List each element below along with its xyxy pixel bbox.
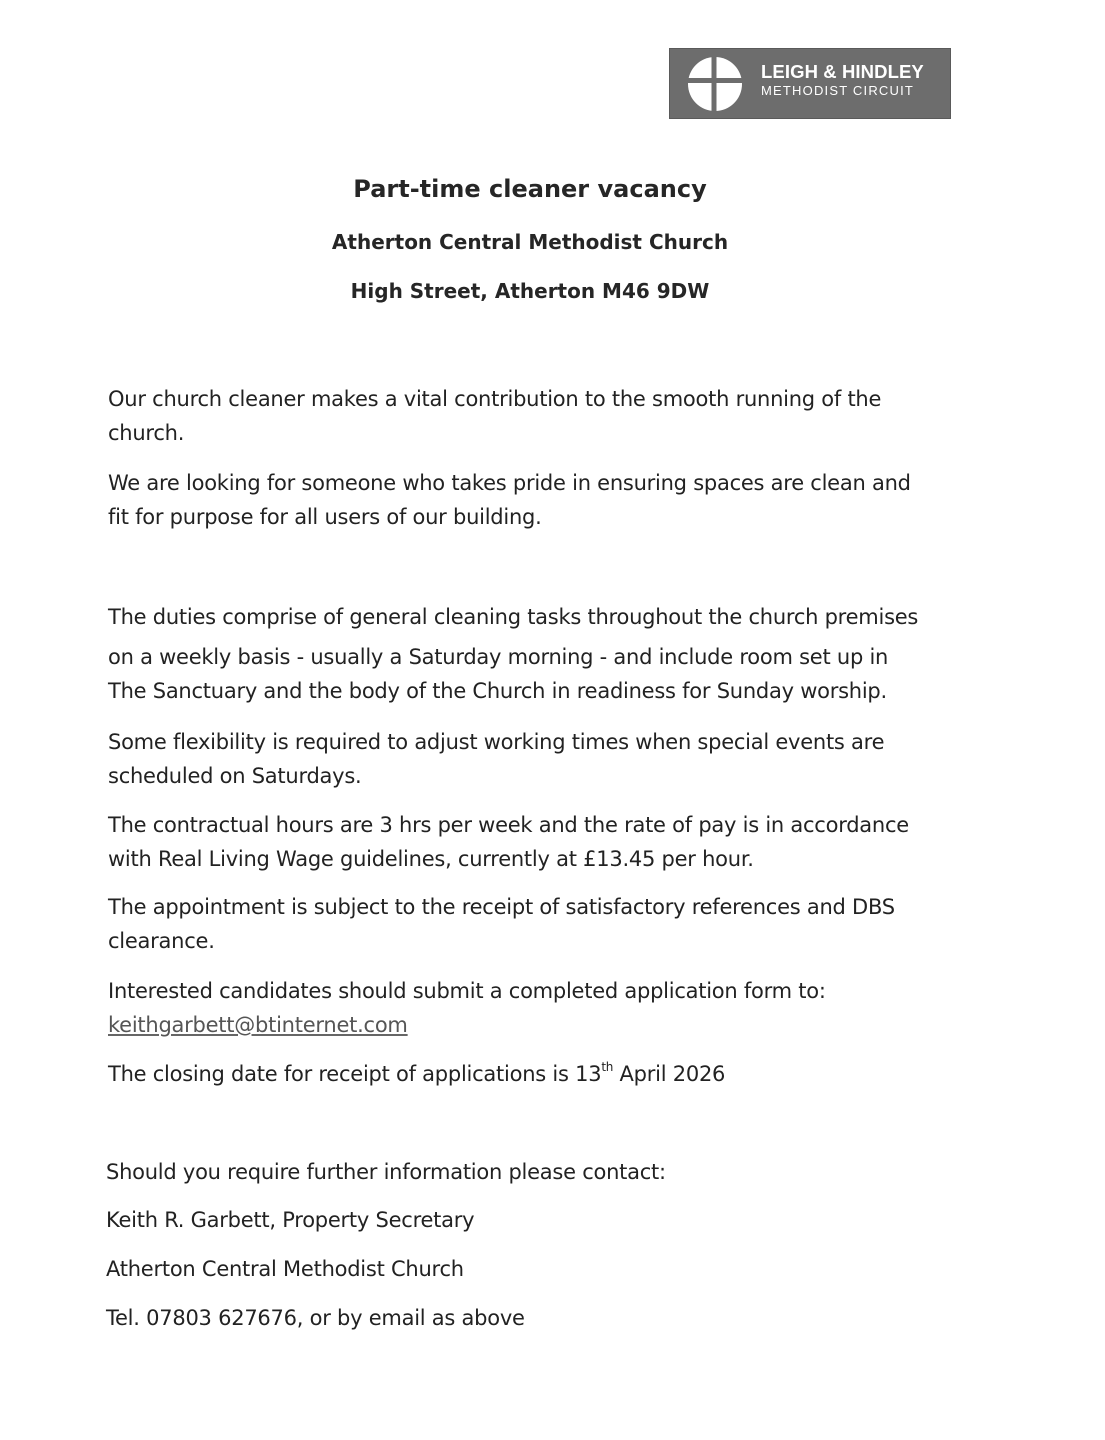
paragraph-duties: The duties comprise of general cleaning tasks throughout the church premises on a weekly basis - usually a Saturday morning - and include room set up in The Sanctuary and the body of the Church in readiness for Sunday worship. [108, 605, 919, 703]
email-link[interactable]: keithgarbett@btinternet.com [108, 1013, 408, 1037]
page-title: Part-time cleaner vacancy [353, 175, 707, 203]
contact-name: Keith R. Garbett, Property Secretary [106, 1208, 475, 1232]
contact-telephone: Tel. 07803 627676, or by email as above [106, 1306, 525, 1330]
paragraph-apply: Interested candidates should submit a completed application form to: keithgarbett@btinternet.com [108, 974, 826, 1042]
paragraph-hours-pay: The contractual hours are 3 hrs per week and the rate of pay is in accordance with Real Living Wage guidelines, currently at £13.45 per hour. [108, 813, 909, 871]
paragraph-looking-for: We are looking for someone who takes pride in ensuring spaces are clean and fit for purpose for all users of our building. [108, 471, 911, 529]
logo-title: LEIGH & HINDLEY [761, 61, 924, 82]
contact-intro: Should you require further information please contact: [106, 1160, 666, 1184]
paragraph-appointment: The appointment is subject to the receipt of satisfactory references and DBS clearance. [108, 895, 895, 953]
contact-organisation: Atherton Central Methodist Church [106, 1257, 464, 1281]
paragraph-closing-date: The closing date for receipt of applications is 13th April 2026 [108, 1060, 726, 1086]
methodist-cross-icon [682, 55, 748, 113]
paragraph-intro: Our church cleaner makes a vital contribution to the smooth running of the church. [108, 387, 882, 445]
circuit-logo [669, 48, 951, 119]
logo-subtitle: METHODIST CIRCUIT [761, 83, 915, 98]
church-name: Atherton Central Methodist Church [331, 230, 729, 254]
church-address: High Street, Atherton M46 9DW [350, 279, 710, 303]
paragraph-flexibility: Some flexibility is required to adjust working times when special events are scheduled on Saturdays. [108, 730, 885, 788]
